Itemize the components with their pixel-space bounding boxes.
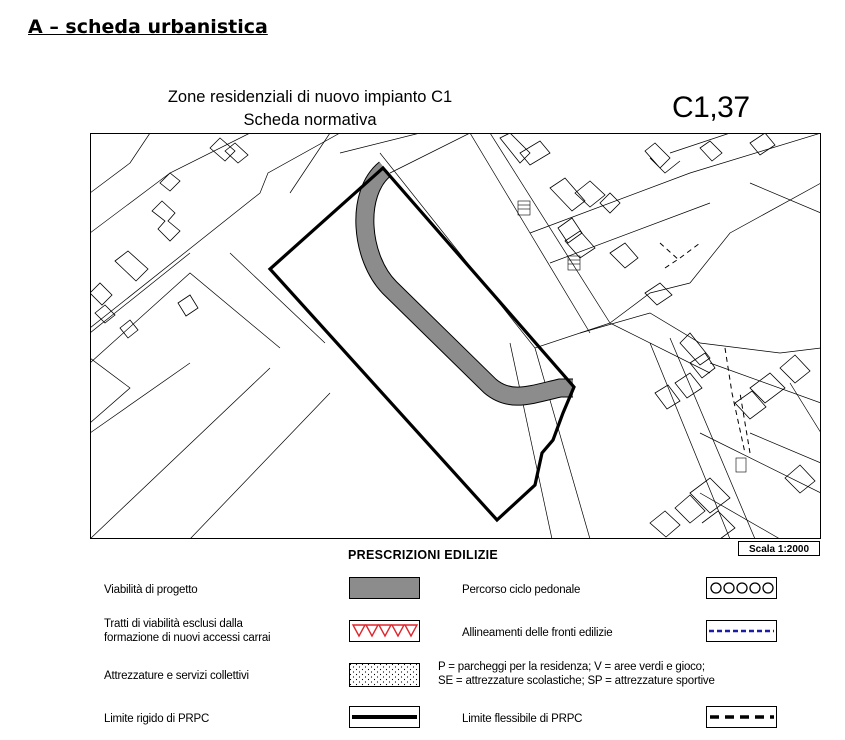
legend-abbrev-label bbox=[438, 660, 715, 688]
legend-limite-flessibile-swatch bbox=[706, 706, 777, 728]
legend-abbrev-line2: SE = attrezzature scolastiche; SP = attrezzature sportive bbox=[438, 675, 715, 687]
legend-limite-rigido-swatch bbox=[349, 706, 420, 728]
map-title-line1: Zone residenziali di nuovo impianto C1 bbox=[167, 88, 453, 106]
legend-tratti-line1: Tratti di viabilità esclusi dalla bbox=[104, 618, 243, 630]
legend-attrezzature-swatch bbox=[349, 663, 420, 687]
legend-attrezzature-label: Attrezzature e servizi collettivi bbox=[104, 670, 249, 682]
legend-limite-rigido-label: Limite rigido di PRPC bbox=[104, 713, 210, 725]
legend-abbrev-line1: P = parcheggi per la residenza; V = aree verdi e gioco; bbox=[438, 661, 705, 673]
legend-viabilita-label: Viabilità di progetto bbox=[104, 584, 198, 596]
cadastral-map bbox=[90, 133, 821, 539]
legend-tratti-swatch bbox=[349, 620, 420, 642]
legend-percorso-label: Percorso ciclo pedonale bbox=[462, 584, 581, 596]
legend-allineamenti-label: Allineamenti delle fronti edilizie bbox=[462, 627, 613, 639]
legend-percorso-swatch bbox=[706, 577, 777, 599]
zone-code: C1,37 bbox=[672, 91, 750, 124]
scale-label: Scala 1:2000 bbox=[738, 541, 820, 556]
legend-title: PRESCRIZIONI EDILIZIE bbox=[348, 548, 499, 562]
legend-tratti-line2: formazione di nuovi accessi carrai bbox=[104, 632, 271, 644]
document-heading: A – scheda urbanistica bbox=[28, 16, 268, 38]
map-title bbox=[150, 86, 470, 132]
map-title-line2: Scheda normativa bbox=[243, 111, 377, 129]
legend-viabilita-swatch bbox=[349, 577, 420, 599]
legend-tratti-label bbox=[104, 617, 270, 645]
legend-limite-flessibile-label: Limite flessibile di PRPC bbox=[462, 713, 583, 725]
legend-allineamenti-swatch bbox=[706, 620, 777, 642]
